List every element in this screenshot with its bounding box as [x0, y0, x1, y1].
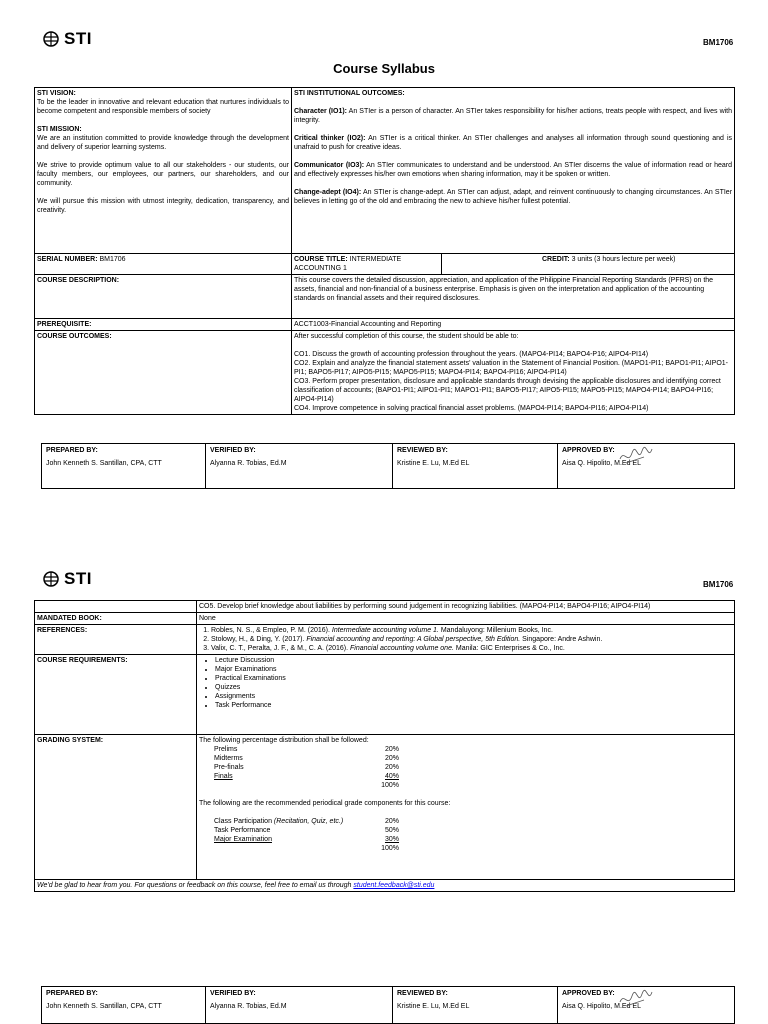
sti-globe-icon: [42, 31, 62, 47]
syllabus-table: [34, 87, 735, 415]
co2: CO2. Explain and analyze the financial statement assets' valuation in the Statement of Financial Position. (MAPO1-PI1; BAPO1-PI1; AIPO1-PI1; BAPO5-PI17; AIPO5-PI15; MAPO5-PI15; MAPO4-PI14; BAPO4-PI16; AIPO4-PI14): [294, 360, 729, 376]
reference-2: 2. Stolowy, H., & Ding, Y. (2017). Financial accounting and reporting: A Global perspective, 5th Edition. Singapore: Andre Ashwin.: [211, 635, 732, 644]
description-label: COURSE DESCRIPTION:: [35, 275, 292, 319]
requirement-item: • Task Performance: [215, 701, 732, 710]
requirement-item: • Lecture Discussion: [215, 656, 732, 665]
io1-label: Character (IO1):: [294, 108, 348, 115]
verified-cell-2: VERIFIED BY: Alyanna R. Tobias, Ed.M: [206, 987, 393, 1024]
mission-text-2: We strive to provide optimum value to all our stakeholders - our students, our faculty members, our employees, our partners, our shareholders, and our community.: [37, 162, 289, 187]
course-title-label: COURSE TITLE:: [294, 256, 348, 263]
logo-text-2: STI: [64, 569, 92, 588]
feedback-cell: [35, 880, 735, 892]
component-task-performance: Task Performance 50%: [214, 827, 399, 834]
prepared-cell-2: PREPARED BY: John Kenneth S. Santillan, CPA, CTT: [42, 987, 206, 1024]
reference-3: 3. Valix, C. T., Peralta, J. F., & M., C. A. (2016). Financial accounting volume one. Manila: GIC Enterprises & Co., Inc.: [211, 644, 732, 653]
io4-label: Change-adept (IO4):: [294, 189, 362, 196]
component-class-participation: Class Participation (Recitation, Quiz, etc.) 20%: [214, 818, 399, 825]
approved-cell-2: APPROVED BY: Aisa Q. Hipolito, M.Ed EL: [558, 987, 735, 1024]
grade-total-2: 100%: [381, 845, 399, 852]
grading-cell: [197, 735, 735, 880]
outcomes-label: STI INSTITUTIONAL OUTCOMES:: [294, 90, 405, 97]
verified-cell: [206, 444, 393, 489]
io3-text: [294, 161, 732, 179]
requirements-label: COURSE REQUIREMENTS:: [35, 655, 197, 735]
vision-text: To be the leader in innovative and relevant education that nurtures individuals to become competent and responsible members of society: [37, 99, 289, 115]
doc-code: BM1706: [703, 38, 734, 47]
page-title: Course Syllabus: [333, 61, 435, 76]
sti-logo: [42, 29, 92, 49]
signature-scribble: [618, 445, 654, 467]
co4: CO4. Improve competence in solving practical financial asset problems. (MAPO4-PI14; BAPO4-PI16; AIPO4-PI14): [294, 405, 649, 412]
serial-label: SERIAL NUMBER:: [37, 256, 98, 263]
requirement-item: • Major Examinations: [215, 665, 732, 674]
io3-label: Communicator (IO3):: [294, 162, 365, 169]
reviewed-name: Kristine E. Lu, M.Ed EL: [397, 460, 470, 467]
course-title-cell: [292, 254, 442, 275]
io4-text: [294, 188, 732, 206]
serial-value: BM1706: [99, 256, 126, 263]
approved-name: Aisa Q. Hipolito, M.Ed EL: [562, 460, 641, 467]
credit-cell: [442, 254, 735, 275]
logo-text: STI: [64, 29, 92, 48]
mission-label: STI MISSION:: [37, 126, 82, 133]
institutional-outcomes-cell: [292, 88, 735, 254]
reference-1: 1. Robles, N. S., & Empleo, P. M. (2016). Intermediate accounting volume 1. Mandaluyong: Millenium Books, Inc.: [211, 626, 732, 635]
credit-label: CREDIT:: [542, 256, 570, 263]
io2-body: An STIer is a critical thinker. An STIer challenges and analyses all information through sound questioning and is unafraid to push for creative ideas.: [294, 135, 733, 151]
verified-label: VERIFIED BY:: [210, 447, 256, 454]
components-intro: The following are the recommended periodical grade components for this course:: [199, 800, 451, 807]
io1-text: [294, 107, 732, 125]
grade-row-finals: Finals 40%: [214, 773, 399, 780]
approved-label: APPROVED BY:: [562, 447, 615, 454]
co5-empty-cell: [35, 601, 197, 613]
grading-intro: The following percentage distribution shall be followed:: [199, 737, 369, 744]
feedback-text: We'd be glad to hear from you. For questions or feedback on this course, feel free to email us through: [37, 882, 354, 889]
mandated-book-value: None: [197, 613, 735, 625]
sti-logo-2: [42, 569, 92, 589]
co1: CO1. Discuss the growth of accounting profession throughout the years. (MAPO4-PI14; BAPO4-P16; AIPO4-PI14): [294, 351, 649, 358]
component-major-exam: Major Examination 30%: [214, 836, 399, 843]
io2-label: Critical thinker (IO2):: [294, 135, 366, 142]
co3: CO3. Perform proper presentation, disclosure and applicable standards through devising the applicable disclosures and identifying correct classification of accounts; (BAPO1-PI1; AIPO1-PI1; MAPO1-PI1; BAPO5-PI17; AIPO5-PI15; MAPO5-PI15; MAPO4-PI14; BAPO4-PI16; AIPO4-PI14): [294, 378, 721, 403]
reviewed-cell: [393, 444, 558, 489]
course-outcomes-label: COURSE OUTCOMES:: [35, 331, 292, 415]
requirement-item: • Practical Examinations: [215, 674, 732, 683]
references-cell: [197, 625, 735, 655]
signature-table-1: [41, 443, 735, 489]
prepared-cell: [42, 444, 206, 489]
io1-body: An STIer is a person of character. An STIer takes responsibility for his/her actions, treats people with respect, and lives with integrity.: [294, 108, 733, 124]
io4-body: An STIer is change-adept. An STIer can adjust, adapt, and reinvent continuously to changing circumstances. An STIer believes in letting go of the old and embracing the new to achieve his/her fullest potential.: [294, 189, 733, 205]
mission-text-3: We will pursue this mission with utmost integrity, dedication, transparency, and creativity.: [37, 198, 289, 214]
vision-mission-cell: [35, 88, 292, 254]
signature-scribble: [618, 988, 654, 1010]
requirements-cell: [197, 655, 735, 735]
grade-row-prefinals: Pre-finals 20%: [214, 764, 399, 771]
prepared-label: PREPARED BY:: [46, 447, 98, 454]
prepared-name: John Kenneth S. Santillan, CPA, CTT: [46, 460, 162, 467]
co-intro: After successful completion of this course, the student should be able to:: [294, 333, 519, 340]
requirement-item: • Quizzes: [215, 683, 732, 692]
mission-text-1: We are an institution committed to provide knowledge through the development and delivery of superior learning systems.: [37, 135, 289, 151]
approved-cell: [558, 444, 735, 489]
requirement-item: • Assignments: [215, 692, 732, 701]
grade-row-midterms: Midterms 20%: [214, 755, 399, 762]
syllabus-table-2: [34, 600, 735, 892]
grade-row-prelims: Prelims 20%: [214, 746, 399, 753]
references-label: REFERENCES:: [35, 625, 197, 655]
io3-body: An STIer communicates to understand and be understood. An STIer discerns the value of information read or heard and effectively expresses his/her own emotions when sharing information, may it be spoken or written.: [294, 162, 733, 178]
co5: CO5. Develop brief knowledge about liabilities by performing sound judgement in recognizing liabilities. (MAPO4-PI14; BAPO4-PI16; AIPO4-PI14): [197, 601, 735, 613]
signature-table-2: [41, 986, 735, 1024]
course-title-value: INTERMEDIATE ACCOUNTING 1: [294, 256, 402, 272]
io2-text: [294, 134, 732, 152]
reviewed-cell-2: REVIEWED BY: Kristine E. Lu, M.Ed EL: [393, 987, 558, 1024]
doc-code-2: BM1706: [703, 580, 734, 589]
prereq-label: PREREQUISITE:: [35, 319, 292, 331]
mandated-book-label: MANDATED BOOK:: [35, 613, 197, 625]
grading-label: GRADING SYSTEM:: [35, 735, 197, 880]
course-outcomes-cell: [292, 331, 735, 415]
serial-cell: [35, 254, 292, 275]
verified-name: Alyanna R. Tobias, Ed.M: [210, 460, 287, 467]
prereq-value: ACCT1003-Financial Accounting and Reporting: [292, 319, 735, 331]
vision-label: STI VISION:: [37, 90, 76, 97]
grade-total-1: 100%: [381, 782, 399, 789]
credit-value: 3 units (3 hours lecture per week): [571, 256, 676, 263]
reviewed-label: REVIEWED BY:: [397, 447, 448, 454]
sti-globe-icon: [42, 571, 62, 587]
description-text: This course covers the detailed discussion, appreciation, and application of the Philippine Financial Reporting Standards (PFRS) on the assets, financial and non-financial of a business enterprise. Emphasis is given on the interpretation and application of the accounting standards on financial assets and their required disclosures.: [292, 275, 735, 319]
feedback-email-link[interactable]: student.feedback@sti.edu: [353, 882, 435, 889]
